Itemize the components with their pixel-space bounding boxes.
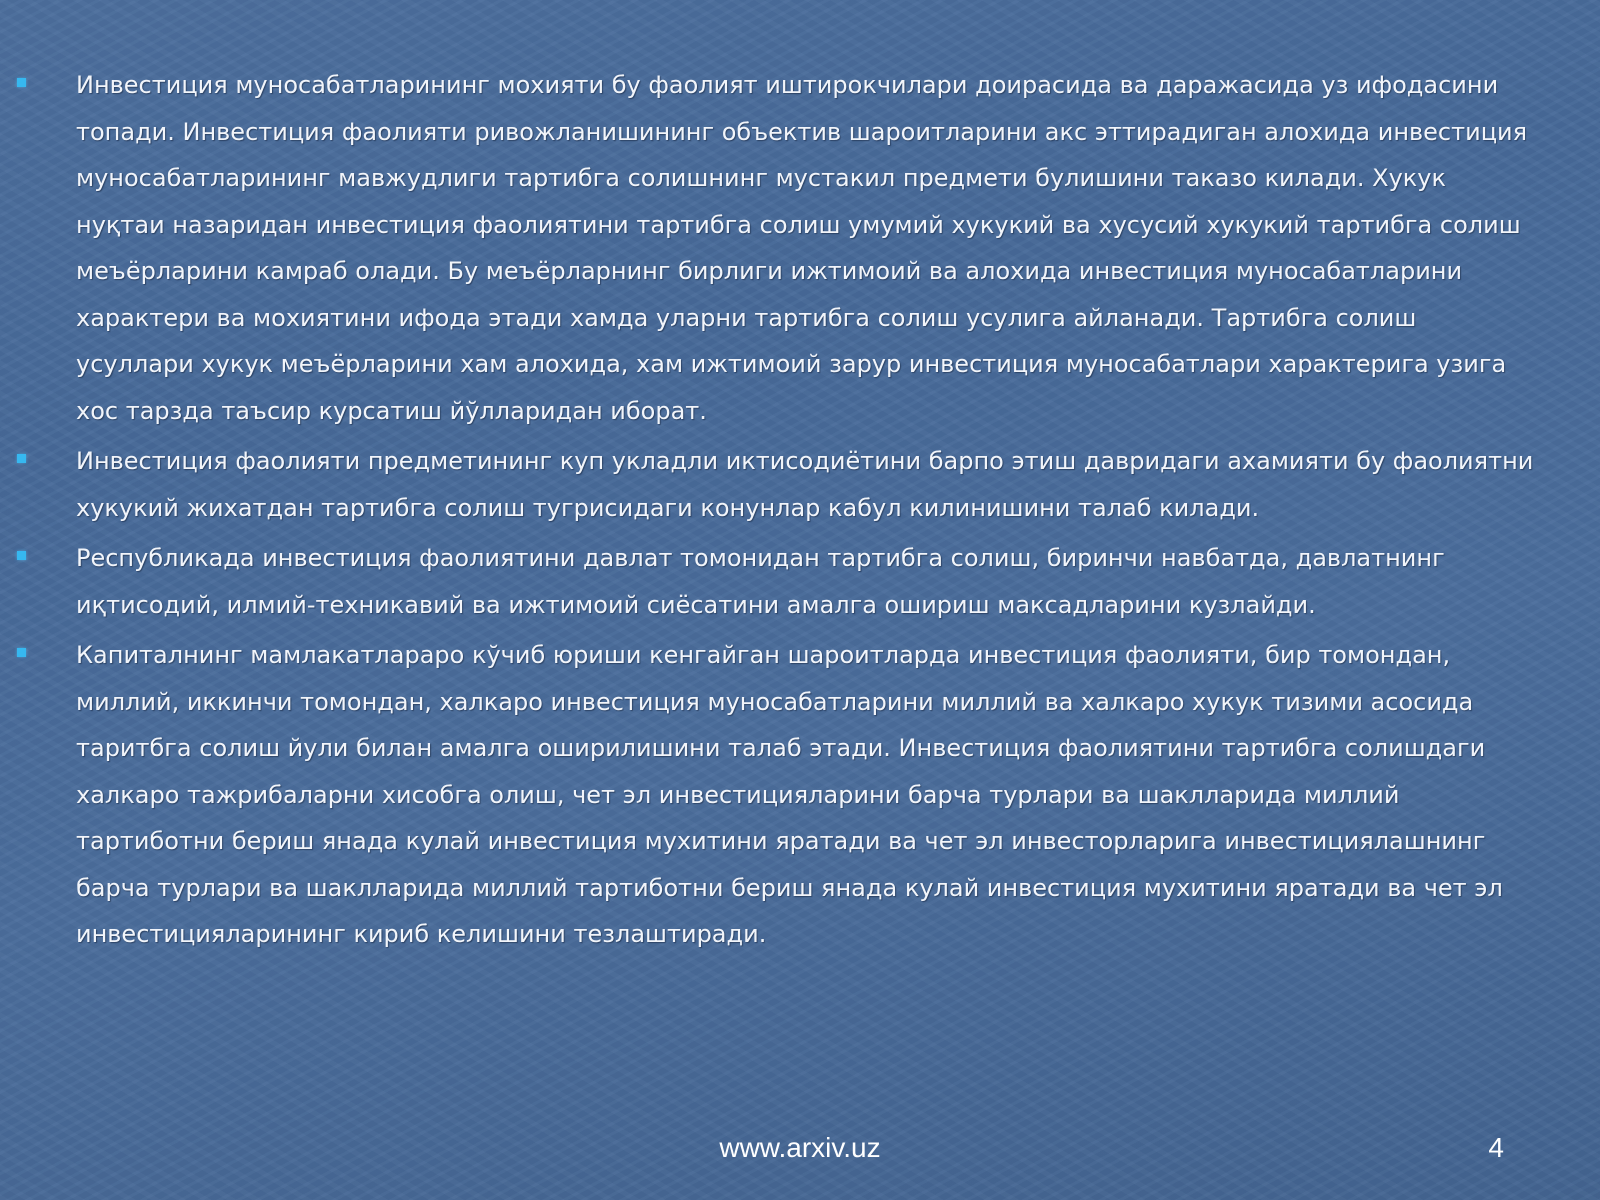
square-bullet-icon — [17, 78, 26, 87]
bullet-text: Инвестиция муносабатларининг мохияти бу фаолият иштирокчилари доирасида ва даражасида уз ифодасини топади. Инвестиция фаолияти ривожланишининг объектив шароитларини акс эттирадиган алохида инвестиция муносабатларининг мавжудлиги тартибга солишнинг мустакил предмети булишини таказо килади. Хукук нуқтаи назаридан инвестиция фаолиятини тартибга солиш умумий хукукий ва хусусий хукукий тартибга солиш меъёрларини камраб олади. Бу меъёрларнинг бирлиги ижтимоий ва алохида инвестиция муносабатларини характери ва мохиятини ифода этади хамда уларни тартибга солиш усулига айланади. Тартибга солиш усуллари хукук меъёрларини хам алохида, хам ижтимоий зарур инвестиция муносабатлари характерига узига хос тарзда таъсир курсатиш йўлларидан иборат. — [76, 71, 1528, 425]
bullet-text: Инвестиция фаолияти предметининг куп укладли иктисодиётини барпо этиш давридаги ахамияти бу фаолиятни хукукий жихатдан тартибга солиш тугрисидаги конунлар кабул килинишини талаб килади. — [76, 447, 1534, 522]
square-bullet-icon — [17, 454, 26, 463]
bullet-item — [0, 62, 1600, 434]
page-number: 4 — [1488, 1132, 1504, 1163]
square-bullet-icon — [17, 648, 26, 657]
square-bullet-icon — [17, 551, 26, 560]
bullet-text: Капиталнинг мамлакатлараро кўчиб юриши кенгайган шароитларда инвестиция фаолияти, бир томондан, миллий, иккинчи томондан, халкаро инвестиция муносабатларини миллий ва халкаро хукук тизими асосида таритбга солиш йули билан амалга оширилишини талаб этади. Инвестиция фаолиятини тартибга солишдаги халкаро тажрибаларни хисобга олиш, чет эл инвестицияларини барча турлари ва шаклларида миллий тартиботни бериш янада кулай инвестиция мухитини яратади ва чет эл инвесторларига инвестициялашнинг барча турлари ва шаклларида миллий тартиботни бериш янада кулай инвестиция мухитини яратади ва чет эл инвестицияларининг кириб келишини тезлаштиради. — [76, 641, 1503, 948]
bullet-list — [0, 62, 1600, 962]
bullet-item — [0, 438, 1600, 531]
bullet-item — [0, 535, 1600, 628]
bullet-item — [0, 632, 1600, 958]
footer-url: www.arxiv.uz — [719, 1132, 881, 1163]
bullet-text: Республикада инвестиция фаолиятини давлат томонидан тартибга солиш, биринчи навбатда, давлатнинг иқтисодий, илмий-техникавий ва ижтимоий сиёсатини амалга ошириш максадларини кузлайди. — [76, 544, 1445, 619]
